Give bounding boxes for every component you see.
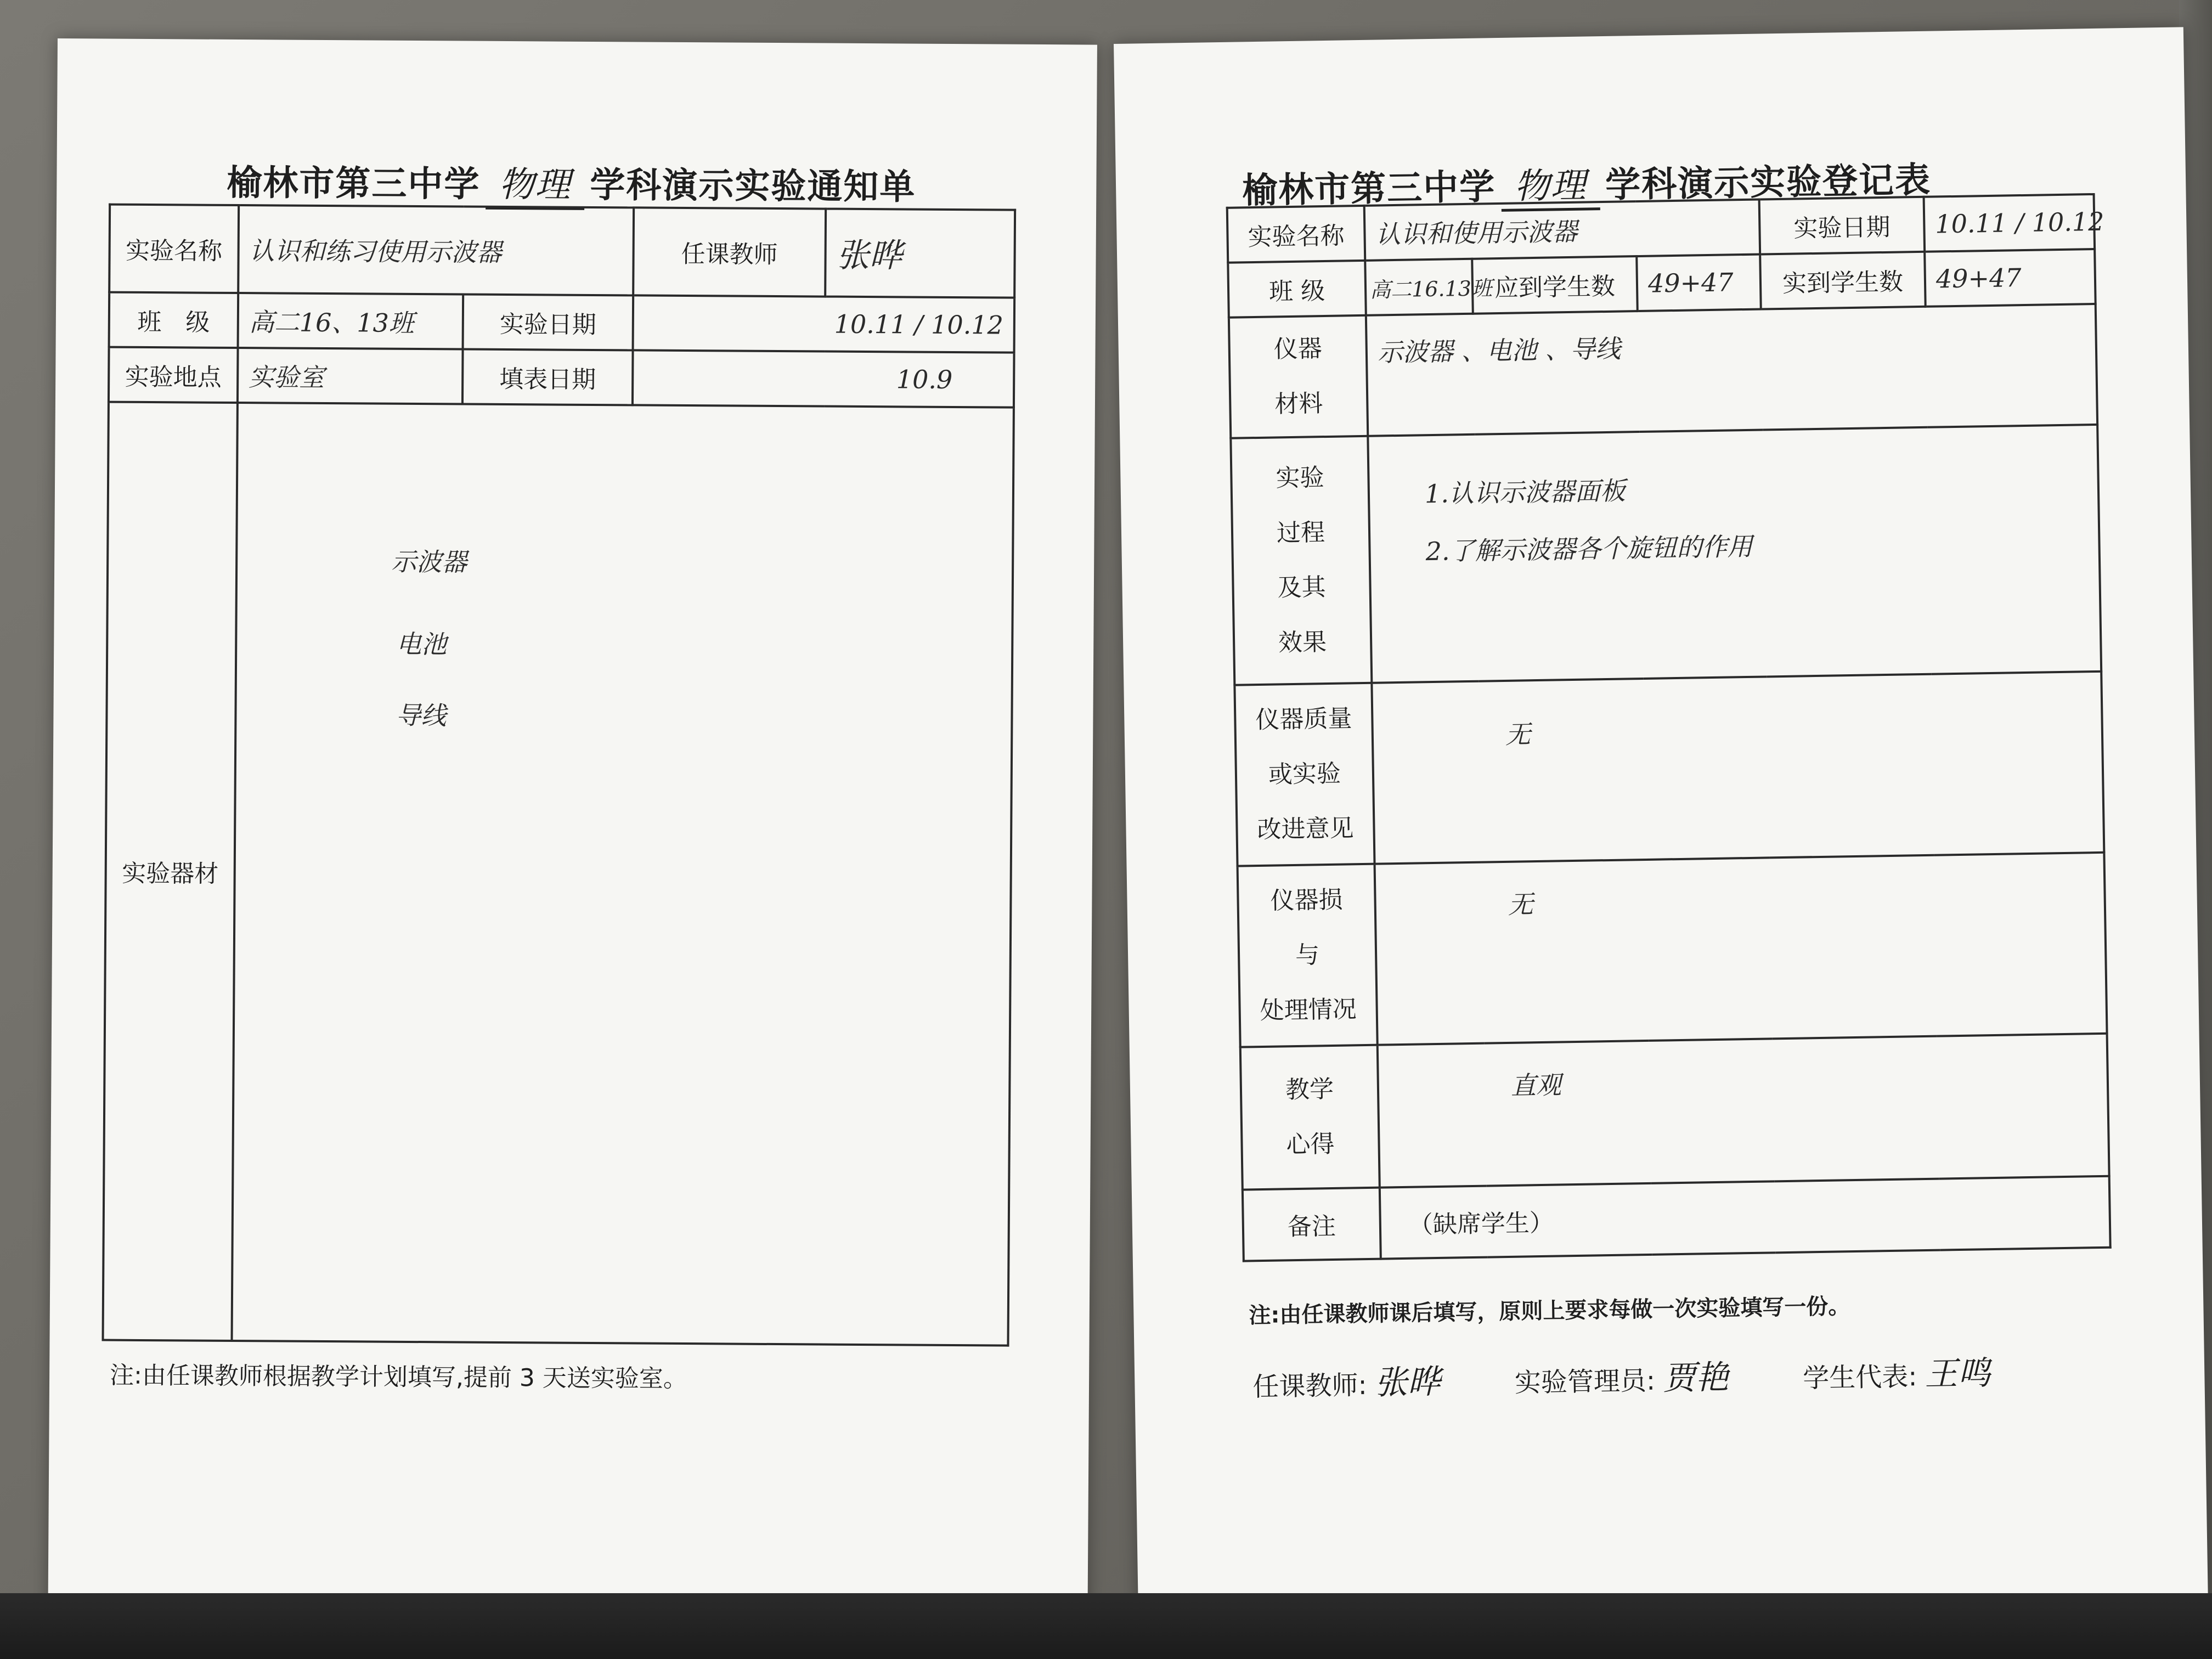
value-teacher: 张晔: [825, 209, 1015, 298]
notice-sheet: [48, 38, 1097, 1630]
label-line: 仪器损: [1270, 885, 1343, 915]
equipment-item: 电池: [396, 629, 447, 659]
equipment-item: 导线: [396, 700, 447, 731]
label-line: 材料: [1274, 390, 1323, 419]
title-school: 榆林市第三中学: [1242, 167, 1496, 212]
value-quality: 无: [1372, 672, 2104, 864]
label-equipment: 实验器材: [103, 402, 238, 1341]
label-line: 及其: [1277, 573, 1327, 602]
label-teacher: 任课教师: [633, 207, 826, 296]
value-damage: 无: [1375, 853, 2107, 1045]
label-quality: [1234, 683, 1374, 866]
label-line: 改进意见: [1257, 814, 1354, 844]
label-expected-students: 应到学生数: [1472, 256, 1638, 314]
value-instruments: 示波器 、电池 、导线: [1366, 304, 2097, 436]
value-location: 实验室: [238, 348, 463, 404]
title-school: 榆林市第三中学: [227, 162, 481, 205]
student-signature-label: 学生代表:: [1802, 1361, 1917, 1394]
label-line: 仪器: [1273, 335, 1323, 364]
label-line: 处理情况: [1260, 995, 1357, 1025]
notice-table: [101, 204, 1016, 1347]
teacher-signature: 张晔: [1374, 1362, 1441, 1402]
label-line: 与: [1295, 941, 1320, 970]
register-footnote: 注:由任课教师课后填写，原则上要求每做一次实验填写一份。: [1249, 1294, 1850, 1329]
label-instruments: [1229, 315, 1368, 438]
label-fill-date: 填表日期: [462, 349, 633, 405]
label-line: 仪器质量: [1255, 704, 1352, 735]
title-subject: 物理: [486, 156, 585, 210]
label-class: 班 级: [109, 292, 239, 348]
value-class: 高二16、13班: [238, 293, 464, 349]
value-actual-students: 49+47: [1925, 249, 2096, 307]
label-remarks: 备注: [1243, 1188, 1381, 1261]
label-line: 实验: [1276, 464, 1324, 493]
title-form-name: 学科演示实验通知单: [590, 165, 916, 208]
label-insight: [1240, 1045, 1380, 1190]
value-remarks: （缺席学生）: [1380, 1176, 2111, 1259]
student-signature: 王鸣: [1924, 1354, 1991, 1394]
label-line: 过程: [1276, 518, 1325, 548]
value-process: [1368, 425, 2101, 683]
register-table: [1226, 193, 2112, 1262]
label-actual-students: 实到学生数: [1760, 252, 1926, 309]
label-line: 效果: [1278, 628, 1327, 657]
title-subject: 物理: [1500, 157, 1600, 212]
label-experiment-name: 实验名称: [1227, 206, 1365, 263]
label-location: 实验地点: [109, 347, 238, 403]
value-insight: 直观: [1378, 1034, 2109, 1188]
value-experiment-name: 认识和练习使用示波器: [238, 205, 634, 295]
notice-title: [227, 155, 916, 212]
label-experiment-date: 实验日期: [1759, 197, 1925, 255]
value-fill-date: 10.9: [633, 350, 1014, 407]
value-experiment-date: 10.11 / 10.12: [633, 295, 1015, 352]
equipment-item: 示波器: [391, 546, 467, 577]
teacher-signature-label: 任课教师:: [1252, 1370, 1368, 1403]
manager-signature: 贾艳: [1662, 1358, 1729, 1398]
register-sheet: [1114, 27, 2208, 1623]
label-damage: [1238, 864, 1378, 1047]
value-class: 高二16.13班: [1365, 259, 1473, 315]
equipment-cell: [232, 403, 1014, 1346]
title-form-name: 学科演示实验登记表: [1605, 160, 1932, 206]
value-experiment-name: 认识和使用示波器: [1364, 200, 1760, 261]
process-line: 1.认识示波器面板: [1424, 476, 1626, 509]
notice-footnote: 注:由任课教师根据教学计划填写,提前 3 天送实验室。: [109, 1361, 688, 1393]
label-process: [1231, 436, 1372, 685]
label-line: 或实验: [1268, 759, 1341, 789]
label-line: 教学: [1285, 1075, 1334, 1104]
manager-signature-label: 实验管理员:: [1514, 1365, 1656, 1398]
value-experiment-date: 10.11 / 10.12: [1924, 194, 2095, 252]
desk-edge: [0, 1593, 2212, 1659]
label-class: 班 级: [1228, 261, 1366, 318]
label-experiment-name: 实验名称: [109, 205, 239, 293]
label-line: 心得: [1286, 1130, 1335, 1159]
value-expected-students: 49+47: [1637, 255, 1761, 312]
process-line: 2.了解示波器各个旋钮的作用: [1425, 531, 1753, 567]
signature-row: [1252, 1347, 1991, 1406]
label-experiment-date: 实验日期: [463, 295, 634, 351]
